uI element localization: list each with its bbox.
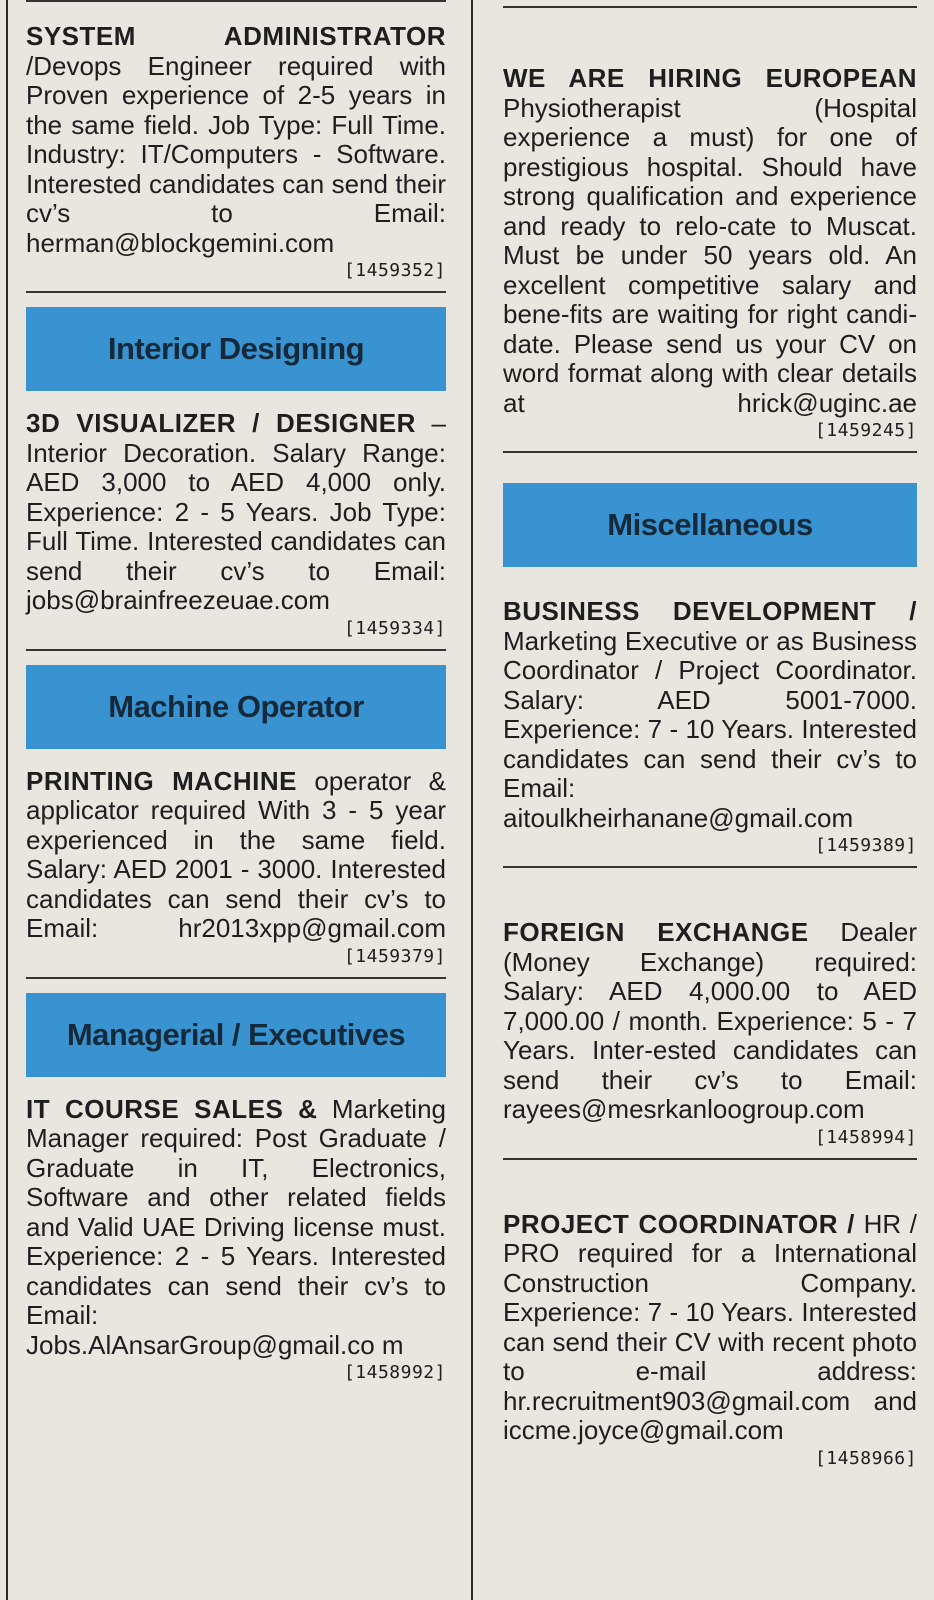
ad-body: Marketing Manager required: Post Graduate / Graduate in IT, Electronics, Software and other related fields and Valid UAE Driving license must. Experience: 2 - 5 Years. Interested candidates can send their cv’s to Email: Jobs.AlAnsarGroup@gmail.co m [26, 1093, 446, 1360]
classified-ad [503, 918, 917, 1148]
left-border-line [6, 0, 8, 1600]
ad-text [503, 597, 917, 833]
divider-rule [503, 866, 917, 868]
divider-rule [26, 977, 446, 979]
ad-body: Dealer (Money Exchange) required: Salary: AED 4,000.00 to AED 7,000.00 / month. Experience: 5 - 7 Years. Inter-ested candidates can send their cv’s to Email: rayees@mesrkanloogroup.com [503, 917, 917, 1124]
section-banner-managerial-executives: Managerial / Executives [26, 993, 446, 1077]
classified-ad [26, 767, 446, 967]
divider-rule [503, 451, 917, 453]
ad-body: /Devops Engineer required with Proven experience of 2-5 years in the same field. Job Type: Full Time. Industry: IT/Computers - Software. Interested candidates can send their cv’s to Email: herman@blockgemini.com [26, 50, 446, 258]
classified-ad [26, 409, 446, 639]
ad-text [503, 918, 917, 1125]
ad-heading: 3D VISUALIZER / DESIGNER [26, 408, 416, 438]
ad-reference: [1459334] [343, 617, 446, 639]
classified-ad [503, 64, 917, 441]
section-banner-machine-operator: Machine Operator [26, 665, 446, 749]
ad-text [503, 1210, 917, 1446]
right-column [503, 0, 917, 1469]
ad-heading: PRINTING MACHINE [26, 765, 297, 796]
ad-body: – Interior Decoration. Salary Range: AED 3,000 to AED 4,000 only. Experience: 2 - 5 Years. Job Type: Full Time. Interested candidates can send their cv’s to Email: jobs@brainfreezeuae.com [26, 408, 447, 615]
ad-text [26, 1095, 446, 1361]
classified-ad [26, 1095, 446, 1384]
ad-text [26, 409, 446, 616]
ad-body: Physiotherapist (Hospital experience a must) for one of prestigious hospital. Should have strong qualification and experience and ready to relo-cate to Muscat. Must be under 50 years old. An excellent competitive salary and bene-fits are waiting for right candi-date. Please send us your CV on word format along with clear details at hrick@uginc.ae [503, 92, 917, 418]
ad-heading: BUSINESS DEVELOPMENT / [503, 596, 917, 626]
classified-ad [503, 597, 917, 856]
ad-reference: [1459389] [814, 835, 917, 856]
ad-body: Marketing Executive or as Business Coordinator / Project Coordinator. Salary: AED 5001-7000. Experience: 7 - 10 Years. Interested candidates can send their cv’s to Email: aitoulkheirhanane@gmail.com [503, 625, 917, 833]
divider-rule [26, 649, 446, 651]
ad-reference: [1458992] [343, 1362, 446, 1383]
ad-heading: WE ARE HIRING EUROPEAN [503, 63, 917, 93]
divider-rule [26, 291, 446, 293]
divider-rule [503, 6, 917, 8]
divider-rule [503, 1158, 917, 1160]
ad-heading: FOREIGN EXCHANGE [503, 917, 809, 947]
ad-body: operator & applicator required With 3 - 5 year experienced in the same field. Salary: AED 2001 - 3000. Interested candidates can send their cv’s to Email: hr2013xpp@gmail.com [26, 765, 447, 943]
ad-body: HR / PRO required for a International Construction Company. Experience: 7 - 10 Years. Interested can send their CV with recent photo to e-mail address: hr.recruitment903@gmail.com and iccme.joyce@gmail.com [503, 1208, 917, 1445]
ad-heading: IT COURSE SALES & [26, 1093, 318, 1124]
ad-text [26, 22, 446, 258]
classified-ad [26, 22, 446, 281]
ad-reference: [1459245] [814, 420, 917, 441]
section-banner-miscellaneous: Miscellaneous [503, 483, 917, 567]
ad-heading: SYSTEM ADMINISTRATOR [26, 21, 446, 51]
ad-text [26, 767, 446, 944]
ad-reference: [1459379] [343, 945, 446, 967]
ad-text [503, 64, 917, 418]
ad-reference: [1459352] [343, 260, 446, 281]
section-banner-interior-designing: Interior Designing [26, 307, 446, 391]
divider-rule [26, 0, 446, 2]
column-divider-line [471, 0, 473, 1600]
ad-heading: PROJECT COORDINATOR / [503, 1208, 855, 1239]
left-column [26, 0, 446, 1383]
ad-reference: [1458966] [814, 1447, 917, 1469]
ad-reference: [1458994] [814, 1126, 917, 1148]
classified-ad [503, 1210, 917, 1469]
